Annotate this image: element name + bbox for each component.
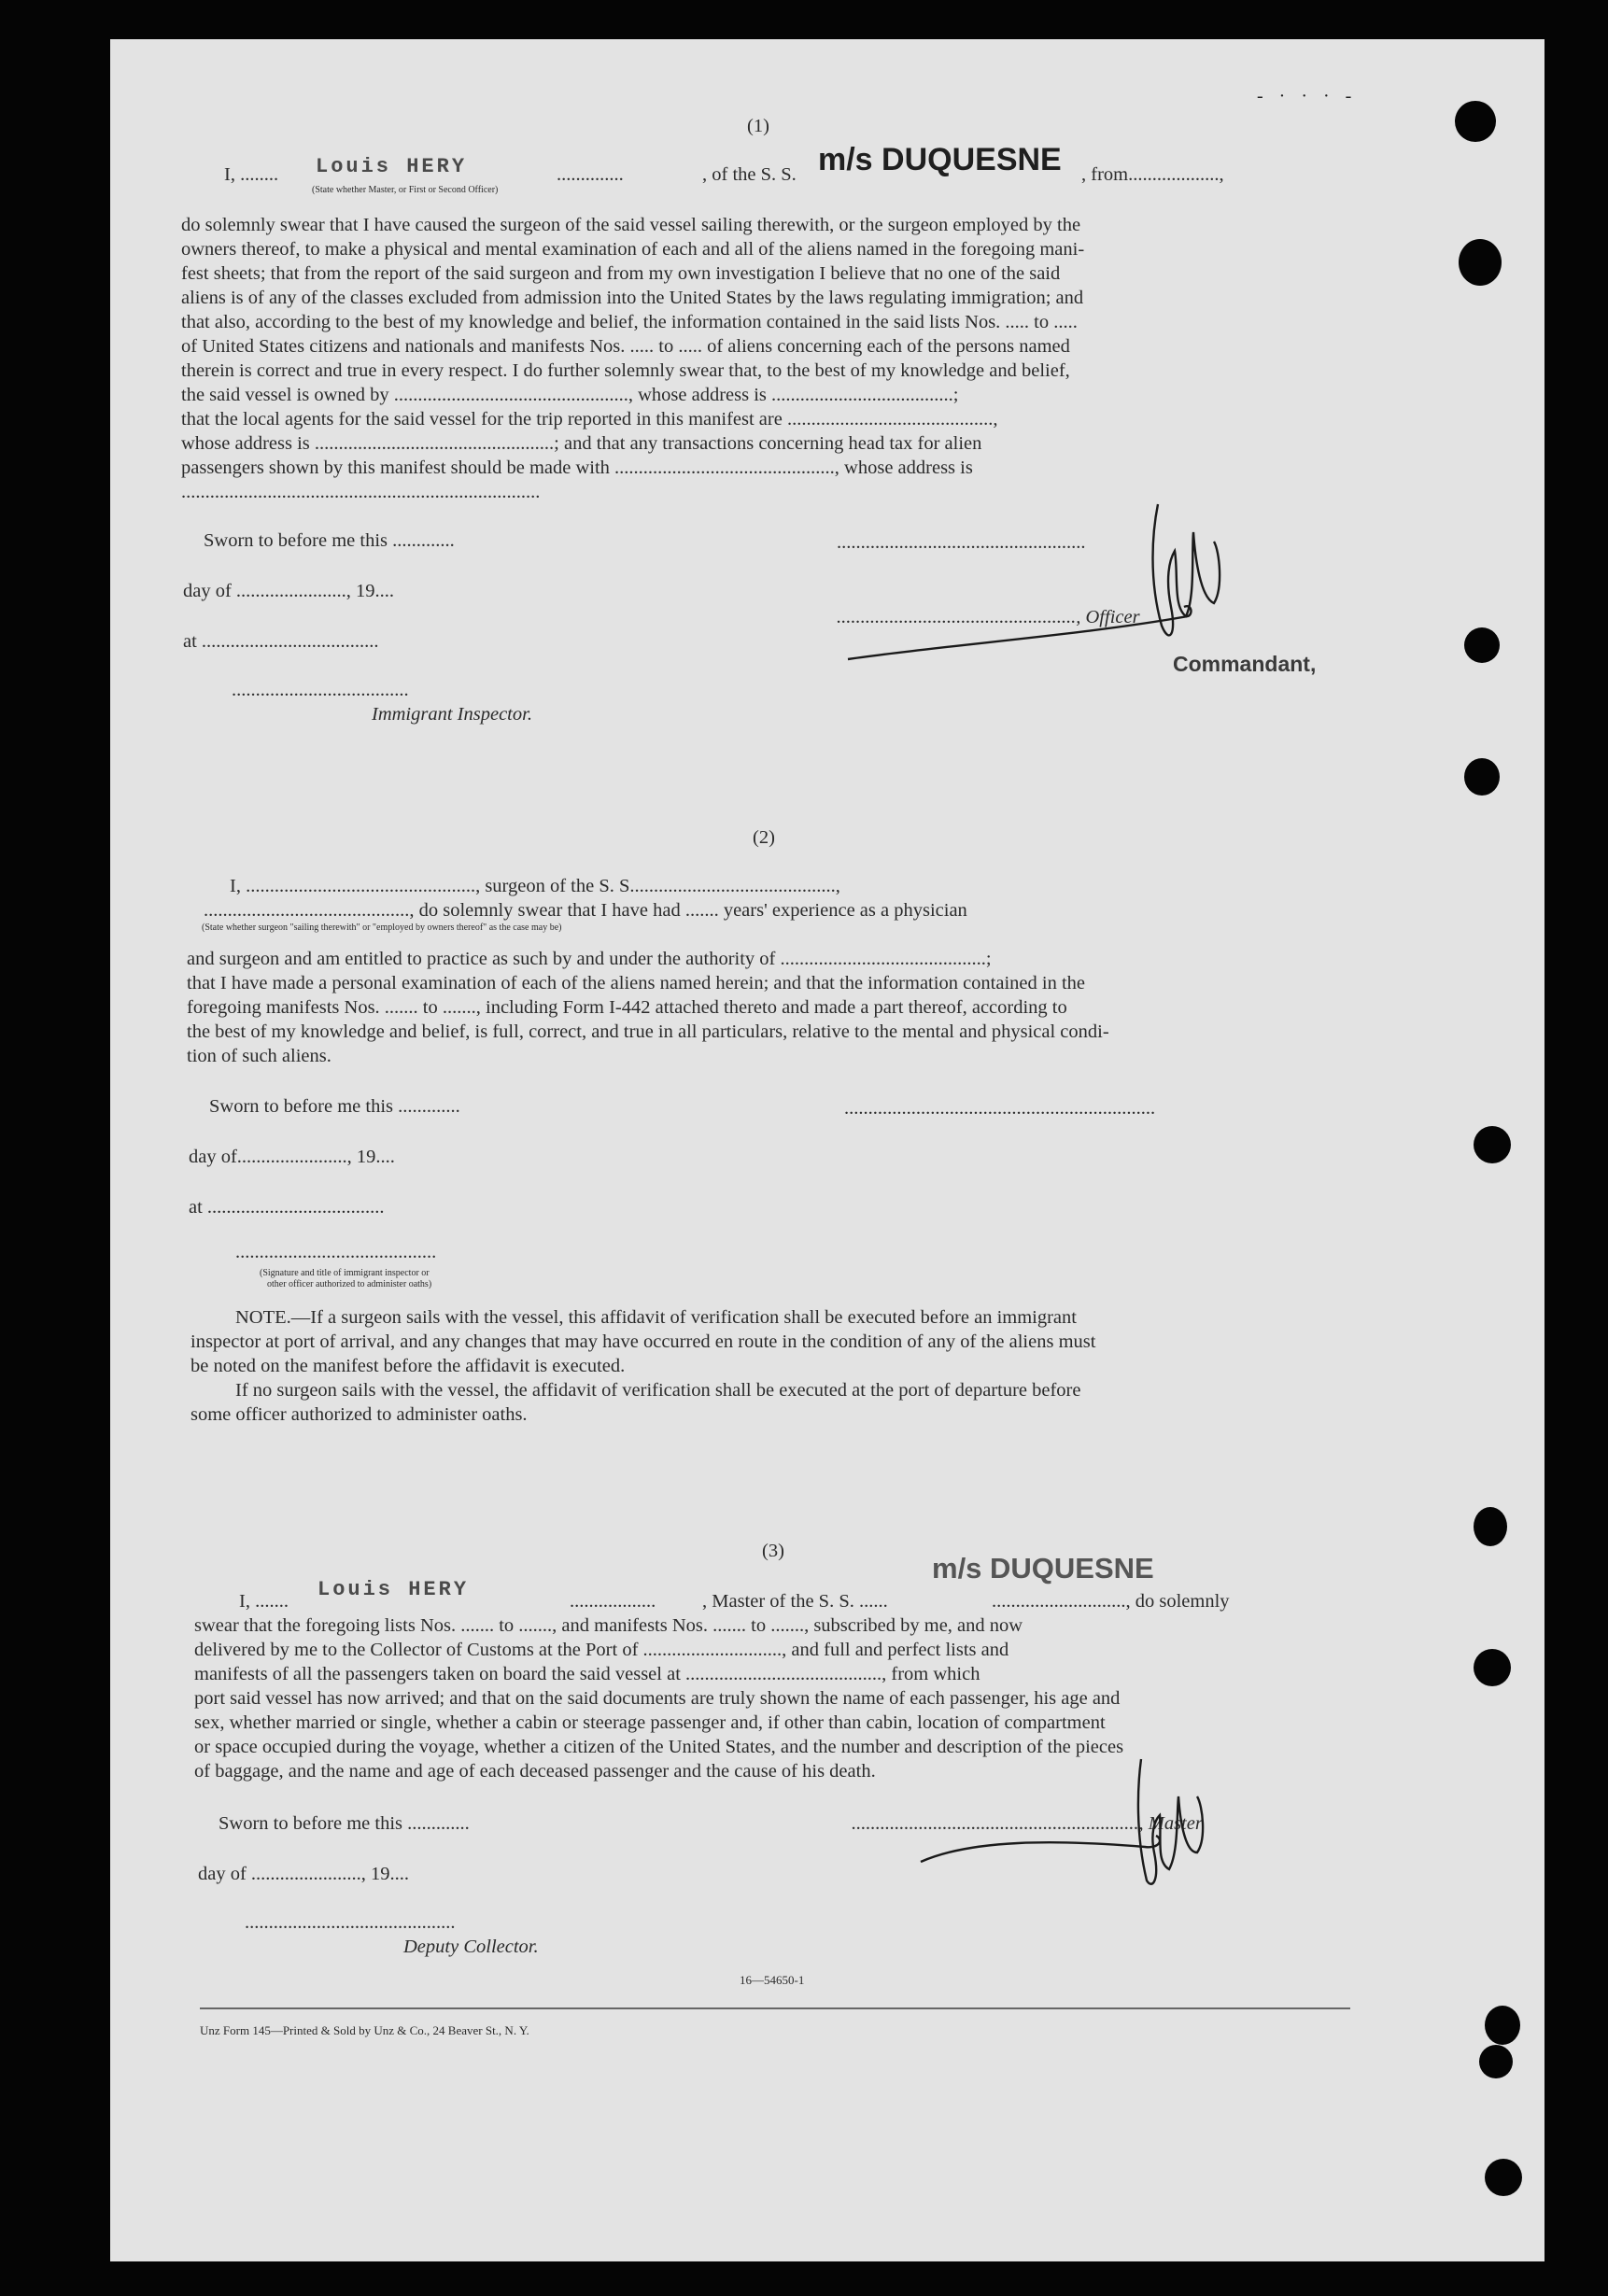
s2-sworn: Sworn to before me this ............. <box>209 1096 460 1117</box>
s1-inspector-sig-dots: ..................................... <box>232 680 409 700</box>
s2-line-1: I, ................................................, surgeon of the S. S..........................................., <box>230 876 840 896</box>
s3-line: delivered by me to the Collector of Customs at the Port of ............................., and full and perfect lists and <box>194 1640 1009 1660</box>
s2-surgeon-sig-dots: ................................................................. <box>844 1098 1156 1119</box>
s2-note-line: be noted on the manifest before the affidavit is executed. <box>190 1356 626 1376</box>
s2-note-line: NOTE.—If a surgeon sails with the vessel, this affidavit of verification shall be executed before an immigrant <box>235 1307 1077 1328</box>
s3-sworn: Sworn to before me this ............. <box>219 1813 470 1834</box>
s2-at: at ..................................... <box>189 1197 385 1218</box>
s3-line: of baggage, and the name and age of each deceased passenger and the cause of his death. <box>194 1761 876 1782</box>
s3-line: or space occupied during the voyage, whether a citizen of the United States, and the number and description of the pieces <box>194 1737 1124 1757</box>
s1-line: of United States citizens and nationals and manifests Nos. ..... to ..... of aliens concerning each of the persons named <box>181 336 1070 357</box>
s3-signature <box>915 1750 1251 1899</box>
punch-hole <box>1464 758 1500 796</box>
s1-name-dots: .............. <box>557 164 624 185</box>
s1-line: do solemnly swear that I have caused the surgeon of the said vessel sailing therewith, or the surgeon employed by the <box>181 215 1081 235</box>
punch-hole <box>1485 2006 1520 2045</box>
s1-line: that the local agents for the said vessel for the trip reported in this manifest are ..........................................., <box>181 409 998 430</box>
s1-from: , from..................., <box>1081 164 1224 185</box>
s1-line: therein is correct and true in every respect. I do further solemnly swear that, to the best of my knowledge and belief, <box>181 360 1070 381</box>
s1-line: passengers shown by this manifest should be made with .............................................., whose address is <box>181 458 973 478</box>
punch-hole <box>1485 2159 1522 2196</box>
s3-i-prefix: I, ....... <box>239 1591 289 1612</box>
punch-hole <box>1464 627 1500 663</box>
s3-name-dots: .................. <box>570 1591 656 1612</box>
s1-ship-stamp: m/s DUQUESNE <box>818 142 1062 177</box>
s1-of-ss: , of the S. S. <box>702 164 797 185</box>
s2-line: that I have made a personal examination of each of the aliens named herein; and that the information contained in the <box>187 973 1085 993</box>
s1-line: whose address is ..................................................; and that any transactions concerning head tax for alien <box>181 433 982 454</box>
s1-i-prefix: I, ........ <box>224 164 279 185</box>
s3-line: port said vessel has now arrived; and that on the said documents are truly shown the name of each passenger, his age and <box>194 1688 1121 1709</box>
punch-hole <box>1474 1507 1507 1546</box>
s2-note-line: some officer authorized to administer oaths. <box>190 1404 528 1425</box>
punch-hole <box>1474 1649 1511 1686</box>
s3-day-of: day of ......................., 19.... <box>198 1864 410 1884</box>
s1-line: fest sheets; that from the report of the said surgeon and from my own investigation I believe that no one of the said <box>181 263 1061 284</box>
s2-note-line: inspector at port of arrival, and any changes that may have occurred en route in the condition of any of the aliens must <box>190 1331 1096 1352</box>
s1-sworn: Sworn to before me this ............. <box>204 530 455 551</box>
s1-day-of: day of ......................., 19.... <box>183 581 395 601</box>
s2-inspector-sig-dots: .......................................... <box>235 1242 437 1262</box>
s3-line: swear that the foregoing lists Nos. ....... to ......., and manifests Nos. ....... to ......., subscribed by me, and now <box>194 1615 1023 1636</box>
section-3-number: (3) <box>762 1541 784 1561</box>
s2-day-of: day of......................., 19.... <box>189 1147 395 1167</box>
form-imprint: Unz Form 145—Printed & Sold by Unz & Co., 24 Beaver St., N. Y. <box>200 2023 529 2037</box>
s2-sig-note: other officer authorized to administer oaths) <box>267 1279 432 1289</box>
s1-officer-dots-top: .................................................... <box>837 532 1086 553</box>
s3-name-stamp: Louis HERY <box>317 1578 470 1601</box>
section-1-number: (1) <box>747 116 769 136</box>
s1-trailing-dots: ........................................................................... <box>181 482 541 502</box>
s1-inspector-title: Immigrant Inspector. <box>372 704 532 725</box>
s1-at: at ..................................... <box>183 631 379 652</box>
s3-line: manifests of all the passengers taken on board the said vessel at ........................................., from which <box>194 1664 980 1684</box>
page-mark: - · · · - <box>1257 86 1358 106</box>
s1-line: aliens is of any of the classes excluded from admission into the United States by the laws regulating immigration; and <box>181 288 1084 308</box>
footer-rule <box>200 2007 1350 2009</box>
s3-do-solemnly: ............................, do solemnly <box>992 1591 1230 1612</box>
s2-line: tion of such aliens. <box>187 1046 331 1066</box>
punch-hole <box>1455 101 1496 142</box>
s2-line-2: ..........................................., do solemnly swear that I have had ....... years' experience as a physician <box>204 900 967 921</box>
s2-surgeon-note: (State whether surgeon "sailing therewith" or "employed by owners thereof" as the case may be) <box>202 923 562 933</box>
form-code: 16—54650-1 <box>740 1973 805 1987</box>
s1-name-stamp: Louis HERY <box>316 155 468 178</box>
s1-officer-note: (State whether Master, or First or Second Officer) <box>312 185 499 195</box>
s1-officer-line: .................................................., Officer <box>837 607 1140 627</box>
s3-line: sex, whether married or single, whether a cabin or steerage passenger and, if other than cabin, location of compartment <box>194 1712 1106 1733</box>
s2-line: foregoing manifests Nos. ....... to ......., including Form I-442 attached thereto and made a part thereof, according to <box>187 997 1067 1018</box>
s2-note-line: If no surgeon sails with the vessel, the affidavit of verification shall be executed at the port of departure before <box>235 1380 1081 1401</box>
punch-hole <box>1474 1126 1511 1163</box>
section-2-number: (2) <box>753 827 775 848</box>
s3-master-of: , Master of the S. S. ...... <box>702 1591 888 1612</box>
s2-line: the best of my knowledge and belief, is full, correct, and true in all particulars, relative to the mental and physical condi- <box>187 1021 1109 1042</box>
s2-line: and surgeon and am entitled to practice as such by and under the authority of ...........................................; <box>187 949 992 969</box>
s3-ship-stamp: m/s DUQUESNE <box>932 1552 1154 1585</box>
s3-collector-title: Deputy Collector. <box>403 1937 539 1957</box>
punch-hole <box>1459 239 1502 286</box>
s1-line: the said vessel is owned by ................................................., whose address is ......................................; <box>181 385 959 405</box>
s1-line: owners thereof, to make a physical and mental examination of each and all of the aliens named in the foregoing mani- <box>181 239 1085 260</box>
s1-signature <box>840 495 1233 663</box>
s2-sig-note: (Signature and title of immigrant inspector or <box>260 1268 430 1278</box>
s1-line: that also, according to the best of my knowledge and belief, the information contained in the said lists Nos. ..... to ..... <box>181 312 1078 332</box>
s1-rank-stamp: Commandant, <box>1173 652 1317 676</box>
s3-master-line: ............................................................, Master <box>852 1813 1203 1834</box>
punch-hole <box>1479 2045 1513 2078</box>
s3-collector-dots: ............................................ <box>245 1912 456 1933</box>
